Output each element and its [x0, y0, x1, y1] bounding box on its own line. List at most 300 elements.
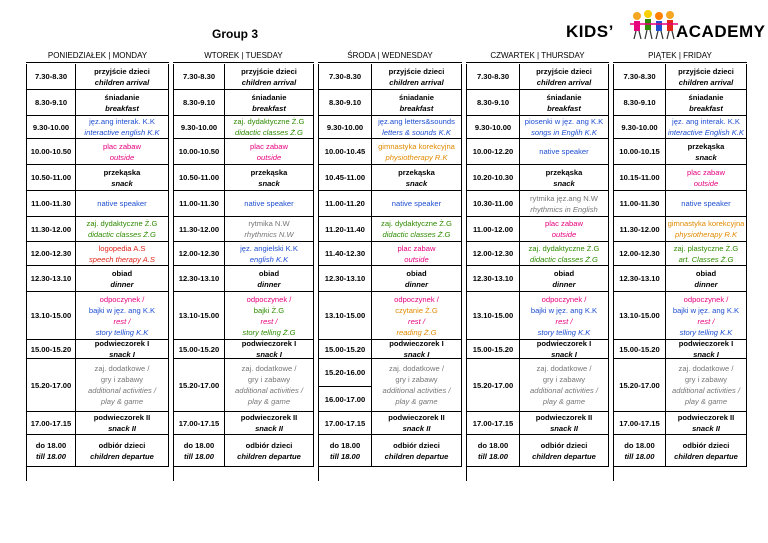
time-cell: 10.20-10.30 [467, 165, 520, 191]
time-cell: 15.20-17.00 [614, 359, 666, 412]
activity-text: rest / [113, 316, 131, 326]
time-cell: 11.40-12.30 [319, 242, 372, 266]
activity-text: additional activities / [672, 386, 740, 395]
activity-text: dinner [110, 279, 134, 289]
activity-cell [76, 139, 169, 165]
activity-text: jęz.ang letters&sounds [378, 117, 455, 126]
activity-text: podwieczorek I [536, 340, 592, 348]
activity-text: native speaker [681, 199, 731, 208]
activity-text: dinner [404, 279, 429, 289]
day-grid-tue [173, 64, 314, 481]
activity-cell [225, 359, 314, 412]
activity-text: didactic classes Ż.G [88, 230, 156, 239]
time-cell: 10.00-12.20 [467, 139, 520, 165]
activity-cell [372, 412, 462, 435]
time-text: do 18.00 [477, 440, 509, 450]
activity-cell [372, 292, 462, 340]
activity-text: interactive English K.K [668, 128, 744, 137]
activity-text: additional activities / [88, 386, 156, 395]
activity-text: native speaker [391, 199, 442, 208]
activity-text: children arrival [536, 77, 592, 87]
activity-cell [666, 90, 747, 116]
time-cell: 11.20-11.40 [319, 217, 372, 242]
activity-text: bajki w jęz. ang K.K [88, 305, 156, 315]
activity-cell [666, 412, 747, 435]
activity-text: outside [256, 152, 282, 162]
activity-cell [372, 242, 462, 266]
time-cell: 11.00-11.20 [319, 191, 372, 217]
children-logo-icon [628, 6, 680, 46]
day-grid-thu [466, 64, 609, 481]
activity-cell [666, 266, 747, 292]
activity-text: dinner [552, 279, 576, 289]
activity-text: odpoczynek / [683, 294, 729, 304]
activity-text: bajki w jęz. ang K.K [530, 305, 598, 315]
time-cell: 13.10-15.00 [27, 292, 76, 340]
day-header-thu: CZWARTEK | THURSDAY [466, 49, 609, 63]
activity-cell [225, 191, 314, 217]
time-text: till 18.00 [36, 451, 66, 461]
logo [566, 20, 766, 48]
activity-cell [372, 90, 462, 116]
activity-cell [76, 412, 169, 435]
activity-cell [76, 340, 169, 359]
activity-text: podwieczorek II [93, 413, 151, 422]
time-cell: 12.00-12.30 [27, 242, 76, 266]
activity-cell [520, 266, 609, 292]
activity-text: przyjście dzieci [241, 66, 297, 76]
activity-text: additional activities / [235, 386, 303, 395]
activity-cell [225, 242, 314, 266]
activity-text: rytmika N.W [248, 219, 290, 228]
time-cell: 11.00-11.30 [614, 191, 666, 217]
activity-text: zaj. dydaktyczne Ż.G [233, 117, 305, 126]
time-cell: 11.00-12.00 [467, 217, 520, 242]
activity-text: play & game [684, 397, 728, 406]
day-column-tue [173, 49, 314, 481]
activity-cell [76, 217, 169, 242]
activity-cell [520, 340, 609, 359]
activity-cell [225, 292, 314, 340]
activity-text: art. Classes Ż.G [678, 254, 734, 264]
activity-cell [372, 217, 462, 242]
activity-text: odbiór dzieci [393, 440, 440, 450]
time-cell: 15.00-15.20 [174, 340, 225, 359]
time-cell: 9.30-10.00 [614, 116, 666, 139]
activity-text: snack I [256, 350, 282, 359]
time-cell: 10.45-11.00 [319, 165, 372, 191]
time-cell: 10.00-10.50 [174, 139, 225, 165]
activity-text: snack I [403, 350, 430, 359]
time-cell: 9.30-10.00 [467, 116, 520, 139]
time-cell: 15.00-15.20 [27, 340, 76, 359]
activity-text: bajki Ż.G [253, 305, 285, 315]
activity-text: śniadanie [398, 92, 435, 102]
activity-text: gry i zabawy [100, 375, 144, 384]
activity-cell [520, 292, 609, 340]
activity-cell [76, 90, 169, 116]
activity-cell [225, 116, 314, 139]
activity-text: children arrival [389, 77, 444, 87]
activity-text: odbiór dzieci [682, 440, 730, 450]
time-cell: 8.30-9.10 [467, 90, 520, 116]
time-cell: 11.30-12.00 [614, 217, 666, 242]
logo-text-academy: ACADEMY [676, 22, 766, 41]
activity-text: śniadanie [251, 92, 287, 102]
activity-text: breakfast [547, 103, 581, 113]
time-cell: 9.30-10.00 [319, 116, 372, 139]
time-cell: 11.00-11.30 [174, 191, 225, 217]
activity-text: play & game [247, 397, 291, 406]
activity-cell [225, 340, 314, 359]
time-cell: 12.00-12.30 [614, 242, 666, 266]
activity-text: rhythmics in English [530, 204, 598, 214]
activity-text: children departue [384, 451, 449, 461]
activity-text: śniadanie [688, 92, 724, 102]
activity-text: story telling K.K [537, 327, 591, 337]
schedule-table [26, 49, 747, 481]
activity-text: przekąska [687, 141, 725, 151]
time-cell: 15.20-16.00 [319, 359, 372, 387]
activity-text: zaj. dodatkowe / [241, 364, 297, 373]
activity-text: breakfast [105, 103, 139, 113]
time-cell: 12.30-13.10 [467, 266, 520, 292]
activity-cell [520, 412, 609, 435]
activity-text: odpoczynek / [541, 294, 587, 304]
activity-cell [666, 116, 747, 139]
time-cell: 10.15-11.00 [614, 165, 666, 191]
activity-text: gry i zabawy [395, 375, 438, 384]
activity-text: children arrival [678, 77, 734, 87]
activity-cell [666, 165, 747, 191]
time-cell: 8.30-9.10 [27, 90, 76, 116]
activity-text: podwieczorek II [388, 413, 445, 422]
time-cell: 15.00-15.20 [319, 340, 372, 359]
activity-text: snack II [550, 424, 578, 433]
activity-cell [520, 435, 609, 467]
activity-text: snack I [109, 350, 135, 359]
time-cell: 10.00-10.50 [27, 139, 76, 165]
time-cell: 8.30-9.10 [614, 90, 666, 116]
activity-text: didactic classes Ż.G [530, 254, 598, 264]
time-cell [27, 435, 76, 467]
activity-text: story telling K.K [679, 327, 733, 337]
activity-text: native speaker [539, 147, 589, 156]
activity-text: physiotherapy R.K [674, 230, 738, 239]
activity-text: odbiór dzieci [98, 440, 146, 450]
time-cell: 11.30-12.00 [27, 217, 76, 242]
activity-text: play & game [395, 397, 438, 406]
activity-text: przekąska [103, 167, 141, 177]
activity-cell [666, 359, 747, 412]
activity-cell [666, 242, 747, 266]
activity-text: śniadanie [104, 92, 140, 102]
activity-text: podwieczorek II [535, 413, 593, 422]
activity-cell [666, 292, 747, 340]
activity-text: additional activities / [530, 386, 598, 395]
activity-text: plac zabaw [250, 141, 288, 151]
activity-cell [76, 191, 169, 217]
time-cell: 16.00-17.00 [319, 387, 372, 412]
time-cell: 15.00-15.20 [614, 340, 666, 359]
time-cell: 7.30-8.30 [27, 64, 76, 90]
time-cell: 8.30-9.10 [319, 90, 372, 116]
day-column-wed [318, 49, 462, 481]
day-header-wed: ŚRODA | WEDNESDAY [318, 49, 462, 63]
activity-text: piosenki w jęz. ang K.K [524, 117, 604, 126]
activity-text: zaj. dodatkowe / [389, 364, 444, 373]
day-grid-mon [26, 64, 169, 481]
activity-text: jęz. angielski K.K [240, 243, 298, 253]
activity-cell [76, 116, 169, 139]
activity-text: snack II [692, 424, 720, 433]
activity-text: snack [695, 152, 717, 162]
activity-cell [666, 191, 747, 217]
activity-text: snack I [551, 350, 577, 359]
activity-text: obiad [406, 268, 427, 278]
time-cell: 15.00-15.20 [467, 340, 520, 359]
activity-text: gry i zabawy [542, 375, 586, 384]
day-header-fri: PIĄTEK | FRIDAY [613, 49, 747, 63]
activity-cell [372, 435, 462, 467]
activity-text: outside [551, 230, 577, 239]
time-cell: 11.00-11.30 [27, 191, 76, 217]
activity-text: story telling Ż.G [242, 327, 296, 337]
time-cell: 17.00-17.15 [319, 412, 372, 435]
time-cell: 15.20-17.00 [174, 359, 225, 412]
time-cell: 15.20-17.00 [467, 359, 520, 412]
activity-cell [372, 340, 462, 359]
time-cell: 8.30-9.10 [174, 90, 225, 116]
time-cell: 7.30-8.30 [174, 64, 225, 90]
activity-text: children departue [90, 451, 154, 461]
activity-text: odbiór dzieci [540, 440, 588, 450]
activity-cell [520, 64, 609, 90]
activity-text: obiad [258, 268, 280, 278]
activity-text: play & game [100, 397, 144, 406]
activity-cell [666, 139, 747, 165]
activity-text: breakfast [689, 103, 723, 113]
activity-text: gry i zabawy [684, 375, 728, 384]
activity-text: didactic classes Ż.G [382, 230, 451, 239]
activity-text: native speaker [244, 199, 294, 208]
day-column-fri [613, 49, 747, 481]
activity-text: additional activities / [382, 386, 451, 395]
activity-text: podwieczorek I [241, 340, 297, 348]
activity-cell [666, 217, 747, 242]
activity-text: zaj. dydaktyczne Ż.G [86, 219, 158, 228]
activity-text: obiad [695, 268, 717, 278]
time-cell: 12.00-12.30 [467, 242, 520, 266]
activity-cell [372, 191, 462, 217]
time-cell [174, 435, 225, 467]
activity-text: snack II [108, 424, 136, 433]
day-column-thu [466, 49, 609, 481]
time-text: do 18.00 [35, 440, 67, 450]
activity-text: obiad [553, 268, 575, 278]
activity-text: zaj. dydaktyczne Ż.G [528, 243, 600, 253]
time-cell: 12.30-13.10 [174, 266, 225, 292]
activity-text: rytmika jęz.ang N.W [530, 193, 598, 203]
day-grid-wed [318, 64, 462, 481]
activity-cell [520, 139, 609, 165]
time-cell: 12.00-12.30 [174, 242, 225, 266]
activity-text: rest / [408, 316, 425, 326]
activity-text: przyjście dzieci [388, 66, 445, 76]
time-text: do 18.00 [329, 440, 361, 450]
activity-cell [520, 242, 609, 266]
activity-text: children departue [674, 451, 738, 461]
activity-cell [225, 165, 314, 191]
time-text: till 18.00 [624, 451, 655, 461]
activity-text: przekąska [250, 167, 288, 177]
activity-text: logopedia A.S [98, 243, 146, 253]
activity-text: snack [111, 178, 133, 188]
activity-cell [666, 64, 747, 90]
time-text: do 18.00 [624, 440, 655, 450]
activity-text: zaj. dodatkowe / [536, 364, 592, 373]
activity-text: rest / [697, 316, 715, 326]
activity-text: gimnastyka korekcyjna [378, 141, 455, 151]
day-column-mon [26, 49, 169, 481]
activity-cell [520, 116, 609, 139]
activity-text: children departue [532, 451, 596, 461]
activity-text: przyjście dzieci [94, 66, 150, 76]
activity-text: przekąska [398, 167, 435, 177]
activity-text: snack II [402, 424, 431, 433]
activity-text: przyjście dzieci [678, 66, 734, 76]
activity-text: zaj. plastyczne Ż.G [673, 243, 739, 253]
activity-text: gimnastyka korekcyjna [667, 219, 745, 228]
activity-text: speech therapy A.S [89, 254, 155, 264]
activity-text: jęz. ang interak. K.K [672, 117, 740, 126]
activity-cell [520, 191, 609, 217]
activity-text: jęz.ang interak. K.K [89, 117, 155, 126]
time-text: till 18.00 [330, 451, 360, 461]
activity-text: plac zabaw [545, 219, 583, 228]
activity-text: didactic classes Ż.G [235, 128, 303, 137]
activity-cell [76, 292, 169, 340]
activity-text: podwieczorek I [94, 340, 150, 348]
activity-cell [372, 64, 462, 90]
activity-cell [372, 266, 462, 292]
activity-text: letters & sounds K.K [382, 128, 451, 137]
activity-text: physiotherapy R.K [385, 152, 448, 162]
activity-text: plac zabaw [687, 167, 725, 177]
activity-text: outside [404, 254, 429, 264]
time-cell: 12.30-13.10 [614, 266, 666, 292]
activity-text: odpoczynek / [246, 294, 292, 304]
day-header-mon: PONIEDZIAŁEK | MONDAY [26, 49, 169, 63]
activity-text: outside [693, 178, 719, 188]
activity-text: bajki w jęz. ang K.K [672, 305, 740, 315]
time-cell: 7.30-8.30 [614, 64, 666, 90]
time-cell [614, 435, 666, 467]
activity-text: snack I [693, 350, 719, 359]
activity-text: plac zabaw [103, 141, 141, 151]
activity-cell [225, 435, 314, 467]
activity-text: children departue [237, 451, 301, 461]
activity-text: przekąska [545, 167, 583, 177]
day-header-tue: WTOREK | TUESDAY [173, 49, 314, 63]
activity-cell [520, 217, 609, 242]
activity-text: gry i zabawy [247, 375, 291, 384]
group-title: Group 3 [212, 27, 259, 41]
activity-cell [666, 340, 747, 359]
time-cell: 9.30-10.00 [174, 116, 225, 139]
time-cell: 15.20-17.00 [27, 359, 76, 412]
activity-text: snack II [255, 424, 283, 433]
activity-text: czytanie Ż.G [395, 305, 438, 315]
activity-text: interactive english K.K [84, 128, 160, 137]
activity-text: dinner [694, 279, 718, 289]
activity-cell [225, 139, 314, 165]
time-cell: 10.30-11.00 [467, 191, 520, 217]
time-text: do 18.00 [183, 440, 215, 450]
time-cell: 17.00-17.15 [174, 412, 225, 435]
activity-text: snack [553, 178, 575, 188]
activity-text: odpoczynek / [394, 294, 439, 304]
activity-text: zaj. dodatkowe / [94, 364, 150, 373]
activity-cell [76, 266, 169, 292]
activity-text: odpoczynek / [99, 294, 145, 304]
activity-cell [225, 217, 314, 242]
activity-cell [225, 64, 314, 90]
activity-text: rhythmics N.W [244, 230, 294, 239]
activity-text: breakfast [252, 103, 286, 113]
activity-text: story telling K.K [95, 327, 149, 337]
activity-text: songs in Englih K.K [531, 128, 597, 137]
time-cell: 9.30-10.00 [27, 116, 76, 139]
activity-cell [225, 90, 314, 116]
time-cell: 7.30-8.30 [319, 64, 372, 90]
activity-text: zaj. dodatkowe / [678, 364, 734, 373]
activity-text: rest / [555, 316, 573, 326]
activity-text: dinner [257, 279, 281, 289]
time-cell: 10.00-10.15 [614, 139, 666, 165]
time-cell: 17.00-17.15 [467, 412, 520, 435]
activity-cell [666, 435, 747, 467]
activity-cell [76, 359, 169, 412]
time-cell: 17.00-17.15 [27, 412, 76, 435]
time-cell: 13.10-15.00 [614, 292, 666, 340]
time-cell: 13.10-15.00 [467, 292, 520, 340]
activity-text: podwieczorek II [240, 413, 298, 422]
time-cell: 13.10-15.00 [319, 292, 372, 340]
activity-cell [520, 90, 609, 116]
activity-text: rest / [260, 316, 278, 326]
activity-text: podwieczorek I [678, 340, 734, 348]
activity-text: breakfast [399, 103, 434, 113]
time-cell: 12.30-13.10 [319, 266, 372, 292]
activity-cell [372, 116, 462, 139]
activity-cell [520, 359, 609, 412]
activity-text: snack [405, 178, 428, 188]
time-cell [319, 435, 372, 467]
activity-text: children arrival [94, 77, 150, 87]
activity-text: obiad [111, 268, 133, 278]
activity-text: reading Ż.G [396, 327, 437, 337]
activity-text: podwieczorek I [389, 340, 444, 348]
time-cell: 10.50-11.00 [27, 165, 76, 191]
activity-cell [76, 165, 169, 191]
time-cell [467, 435, 520, 467]
activity-cell [372, 139, 462, 165]
time-text: till 18.00 [478, 451, 508, 461]
activity-text: play & game [542, 397, 586, 406]
activity-text: children arrival [241, 77, 297, 87]
time-cell: 7.30-8.30 [467, 64, 520, 90]
